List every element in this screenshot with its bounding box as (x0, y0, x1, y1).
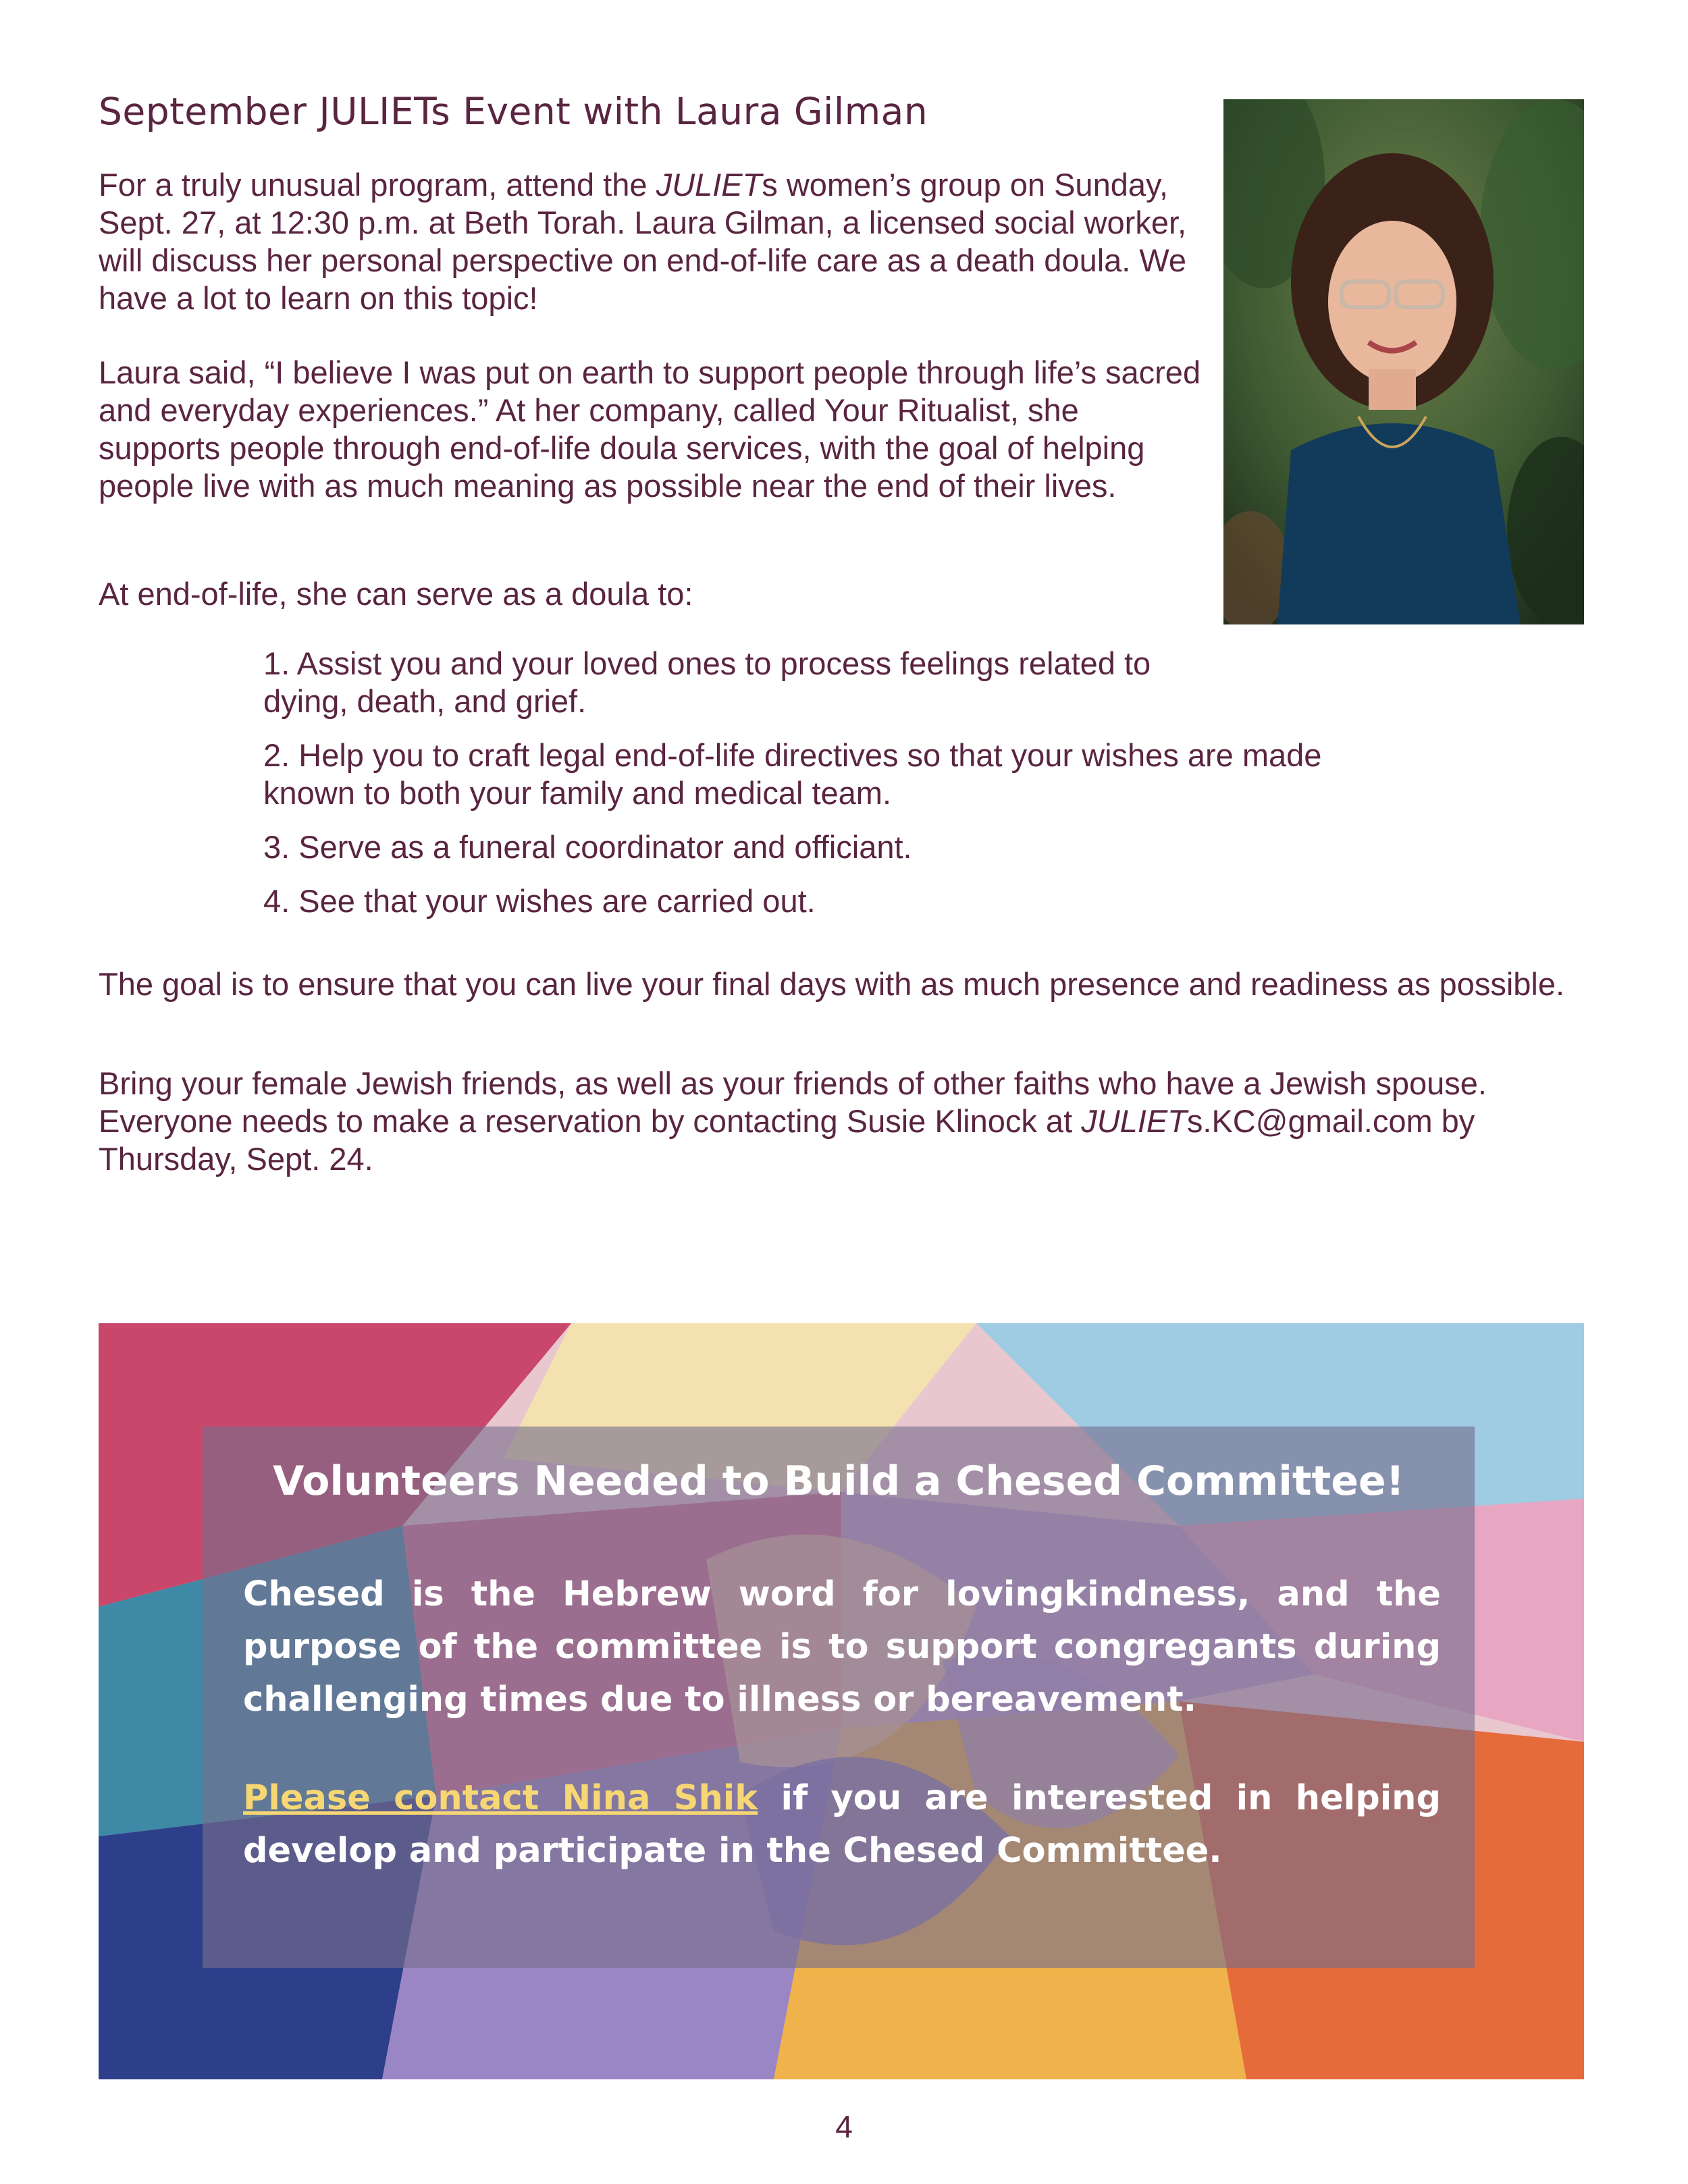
portrait-photo (1223, 99, 1584, 624)
banner-title: Volunteers Needed to Build a Chesed Committee! (273, 1458, 1404, 1505)
services-list (263, 645, 1411, 936)
list-item: 3. Serve as a funeral coordinator and officiant. (263, 829, 912, 865)
quote-paragraph: Laura said, “I believe I was put on earth to support people through life’s sacred and everyday experiences.” At her company, called Your Ritualist, she supports people through end-of-life doula services, with the goal of helping people live with as much meaning as possible near the end of their lives. (99, 354, 1201, 504)
banner-contact (243, 1772, 1441, 1877)
juliet-italic: JULIET (1081, 1103, 1187, 1139)
services-intro: At end-of-life, she can serve as a doula to: (99, 576, 693, 612)
contact-nina-link[interactable]: Please contact Nina Shik (243, 1778, 758, 1818)
article-title: September JULIETs Event with Laura Gilman (99, 90, 928, 133)
page-number: 4 (835, 2109, 853, 2144)
list-item: 4. See that your wishes are carried out. (263, 883, 816, 919)
chesed-banner (99, 1323, 1584, 2079)
goal-paragraph: The goal is to ensure that you can live your final days with as much presence and readiness as possible. (99, 966, 1565, 1002)
intro-paragraph (99, 166, 1206, 317)
banner-description: Chesed is the Hebrew word for lovingkindness, and the purpose of the committee is to support congregants during challenging times due to illness or bereavement. (243, 1574, 1441, 1720)
reservation-text-start: Bring your female Jewish friends, as well as your friends of other faiths who have a Jewish spouse. Everyone needs to make a reservation by contacting Susie Klinock at (99, 1065, 1487, 1139)
contact-rest-text: if you are interested in helping develop and participate in the Chesed Committee. (243, 1778, 1441, 1871)
banner-overlay (203, 1427, 1475, 1968)
intro-text-start: For a truly unusual program, attend the (99, 167, 656, 203)
reservation-text-end: s.KC@gmail.com by Thursday, Sept. 24. (99, 1103, 1475, 1177)
list-item: 1. Assist you and your loved ones to process feelings related to dying, death, and grief. (263, 645, 1151, 719)
juliet-italic: JULIET (656, 167, 762, 203)
intro-text-end: s women’s group on Sunday, Sept. 27, at 12:30 p.m. at Beth Torah. Laura Gilman, a licensed social worker, will discuss her personal perspective on end-of-life care as a death doula. We have a lot to learn on this topic! (99, 167, 1187, 316)
list-item: 2. Help you to craft legal end-of-life directives so that your wishes are made known to both your family and medical team. (263, 737, 1322, 811)
reservation-paragraph (99, 1065, 1577, 1178)
